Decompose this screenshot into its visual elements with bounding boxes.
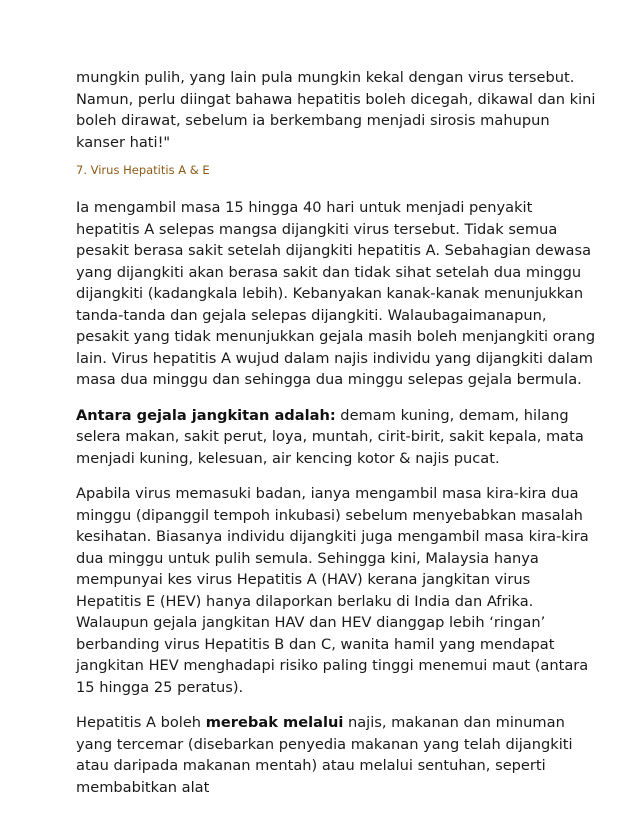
- section-heading: 7. Virus Hepatitis A & E: [76, 163, 210, 177]
- incubation-detail-paragraph: Apabila virus memasuki badan, ianya mengambil masa kira-kira dua minggu (dipanggil tempoh inkubasi) sebelum menyebabkan masalah kesihatan. Biasanya individu dijangkiti juga mengambil masa kira-kira dua minggu untuk pulih semula. Sehingga kini, Malaysia hanya mempunyai kes virus Hepatitis A (HAV) kerana jangkitan virus Hepatitis E (HEV) hanya dilaporkan berlaku di India dan Afrika. Walaupun gejala jangkitan HAV dan HEV dianggap lebih ‘ringan’ berbanding virus Hepatitis B dan C, wanita hamil yang mendapat jangkitan HEV menghadapi risiko paling tinggi menemui maut (antara 15 hingga 25 peratus).: [76, 485, 589, 696]
- symptoms-bold-label: Antara gejala jangkitan adalah:: [76, 406, 336, 424]
- transmission-detail-text: najis, makanan dan minuman yang tercemar (disebarkan penyedia makanan yang telah dijangkiti atau daripada makanan mentah) atau melalui sentuhan, seperti membabitkan alat: [76, 714, 573, 796]
- symptoms-paragraph: [76, 405, 598, 470]
- transmission-paragraph: [76, 712, 598, 798]
- transmission-intro-text: Hepatitis A boleh: [76, 714, 206, 731]
- intro-paragraph: mungkin pulih, yang lain pula mungkin kekal dengan virus tersebut. Namun, perlu diingat bahawa hepatitis boleh dicegah, dikawal dan kini boleh dirawat, sebelum ia berkembang menjadi sirosis mahupun kanser hati!": [76, 69, 596, 151]
- symptoms-list-text: demam kuning, demam, hilang selera makan, sakit perut, loya, muntah, cirit-birit, sakit kepala, mata menjadi kuning, kelesuan, air kencing kotor & najis pucat.: [76, 406, 584, 467]
- incubation-paragraph: Ia mengambil masa 15 hingga 40 hari untuk menjadi penyakit hepatitis A selepas mangsa dijangkiti virus tersebut. Tidak semua pesakit berasa sakit setelah dijangkiti hepatitis A. Sebahagian dewasa yang dijangkiti akan berasa sakit dan tidak sihat setelah dua minggu dijangkiti (kadangkala lebih). Kebanyakan kanak-kanak menunjukkan tanda-tanda dan gejala selepas dijangkiti. Walaubagaimanapun, pesakit yang tidak menunjukkan gejala masih boleh menjangkiti orang lain. Virus hepatitis A wujud dalam najis individu yang dijangkiti dalam masa dua minggu dan sehingga dua minggu selepas gejala bermula.: [76, 199, 596, 388]
- transmission-bold-label: merebak melalui: [205, 714, 344, 731]
